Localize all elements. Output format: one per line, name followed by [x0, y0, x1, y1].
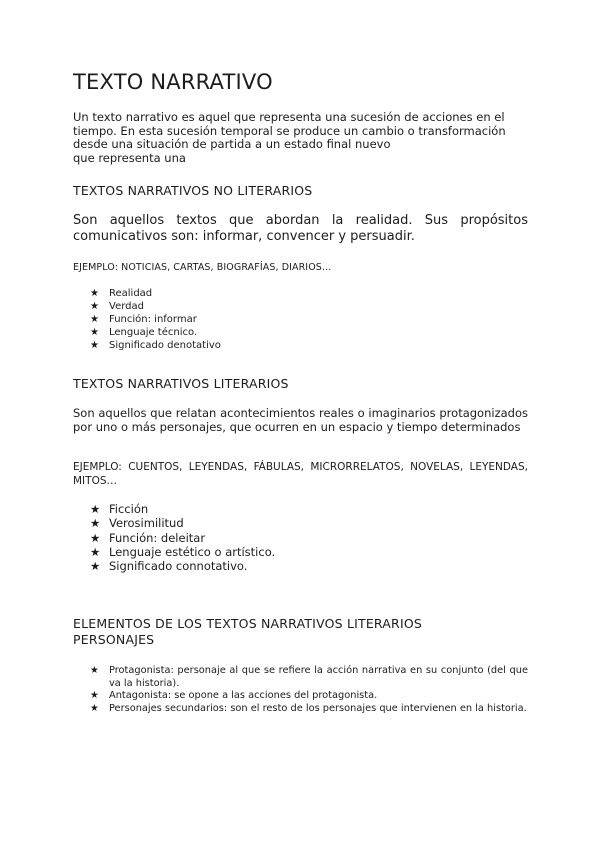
- list-item: [90, 300, 221, 313]
- list-item-text: Significado denotativo: [109, 340, 221, 351]
- list-item-text: Verdad: [109, 301, 144, 312]
- list-elementos: [90, 665, 528, 715]
- list-item-text: Verosimilitud: [109, 516, 184, 531]
- list-no-literarios: [90, 287, 221, 352]
- star-bullet-icon: ★: [90, 690, 99, 701]
- list-item: [90, 313, 221, 326]
- star-bullet-icon: ★: [90, 516, 101, 531]
- intro-line: desde una situación de partida a un estado final nuevo: [73, 137, 391, 151]
- list-item-text: Lenguaje técnico.: [109, 327, 198, 338]
- star-bullet-icon: ★: [90, 559, 101, 574]
- list-item: [90, 545, 275, 559]
- list-item: [90, 502, 275, 516]
- star-bullet-icon: ★: [90, 702, 99, 714]
- star-bullet-icon: ★: [90, 288, 99, 299]
- list-item: [90, 326, 221, 339]
- star-bullet-icon: ★: [90, 544, 101, 559]
- heading-elementos-line2: PERSONAJES: [73, 632, 155, 647]
- paragraph-literarios: Son aquellos que relatan acontecimientos reales o imaginarios protagonizados por uno o más personajes, que ocurren en un espacio y tiempo determinados: [73, 406, 528, 434]
- list-item-text: Realidad: [109, 288, 153, 299]
- list-item: [90, 516, 275, 530]
- list-item-text: Antagonista: se opone a las acciones del protagonista.: [109, 690, 378, 701]
- intro-paragraph: [73, 111, 528, 165]
- list-item-text: Personajes secundarios: son el resto de los personajes que intervienen en la historia.: [109, 702, 527, 714]
- star-bullet-icon: ★: [90, 314, 99, 325]
- paragraph-no-literarios: Son aquellos textos que abordan la realidad. Sus propósitos comunicativos son: informar, convencer y persuadir.: [73, 213, 528, 244]
- example-literarios: EJEMPLO: CUENTOS, LEYENDAS, FÁBULAS, MICRORRELATOS, NOVELAS, LEYENDAS, MITOS…: [73, 461, 528, 487]
- list-item-text: Función: informar: [109, 314, 197, 325]
- list-item-text: Lenguaje estético o artístico.: [109, 544, 276, 559]
- page-title: TEXTO NARRATIVO: [73, 70, 273, 94]
- list-item: [90, 339, 221, 352]
- star-bullet-icon: ★: [90, 327, 99, 338]
- example-no-literarios: EJEMPLO: NOTICIAS, CARTAS, BIOGRAFÍAS, DIARIOS…: [73, 262, 332, 273]
- intro-line: Un texto narrativo es aquel que representa una sucesión de acciones en el: [73, 110, 505, 124]
- star-bullet-icon: ★: [90, 530, 101, 545]
- heading-elementos-line1: ELEMENTOS DE LOS TEXTOS NARRATIVOS LITERARIOS: [73, 616, 423, 631]
- star-bullet-icon: ★: [90, 502, 101, 516]
- list-item: [90, 287, 221, 300]
- star-bullet-icon: ★: [90, 665, 99, 676]
- intro-line: que representa una: [73, 150, 186, 165]
- list-item: [90, 665, 528, 690]
- list-item-text: Protagonista: personaje al que se refiere la acción narrativa en su conjunto (del que va la historia).: [109, 665, 528, 689]
- list-item: [90, 690, 528, 703]
- list-item-text: Significado connotativo.: [109, 559, 248, 574]
- heading-literarios: TEXTOS NARRATIVOS LITERARIOS: [73, 376, 289, 391]
- heading-elementos: [73, 616, 422, 648]
- heading-no-literarios: TEXTOS NARRATIVOS NO LITERARIOS: [73, 183, 313, 198]
- list-item: [90, 531, 275, 545]
- list-item: [90, 559, 275, 573]
- list-item-text: Función: deleitar: [109, 530, 206, 545]
- list-literarios: [90, 502, 275, 573]
- intro-line: tiempo. En esta sucesión temporal se produce un cambio o transformación: [73, 123, 506, 138]
- list-item: [90, 703, 528, 716]
- star-bullet-icon: ★: [90, 340, 99, 351]
- star-bullet-icon: ★: [90, 301, 99, 312]
- list-item-text: Ficción: [109, 502, 149, 516]
